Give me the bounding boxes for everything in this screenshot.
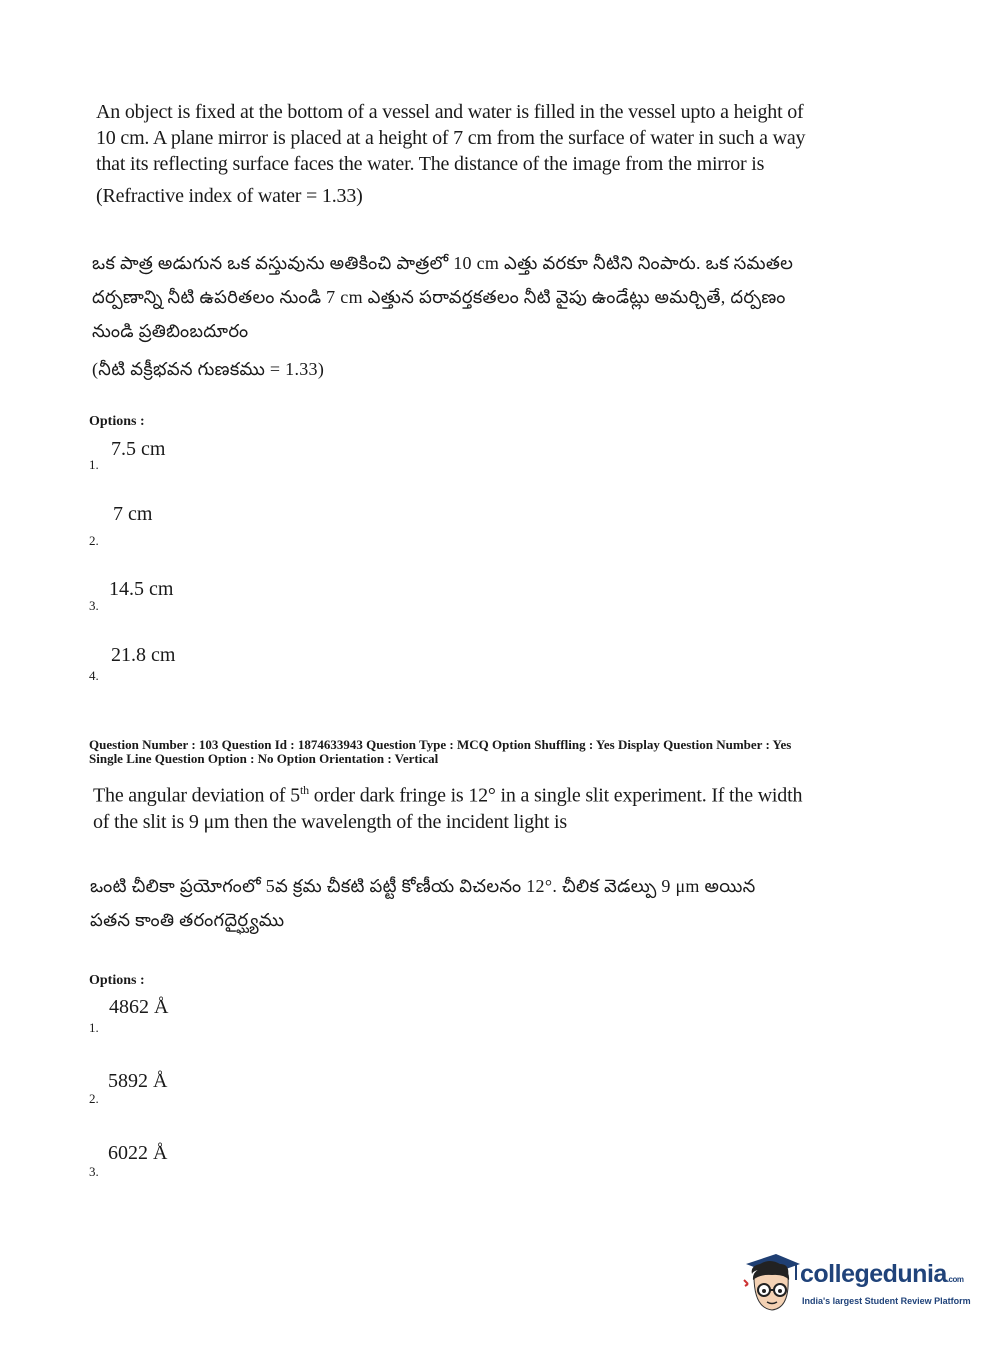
option-value[interactable]: 5892 Å <box>108 1070 168 1092</box>
question-line <box>93 777 913 809</box>
logo-suffix: .com <box>946 1275 964 1284</box>
option-number: 1. <box>89 457 99 472</box>
option-number: 3. <box>89 1164 99 1179</box>
option-value[interactable]: 14.5 cm <box>109 578 174 600</box>
question-line: (నీటి వక్రీభవన గుణకము = 1.33) <box>92 359 325 379</box>
question-line: An object is fixed at the bottom of a vessel and water is filled in the vessel upto a height of <box>96 101 804 123</box>
question-103-telugu <box>90 869 920 937</box>
option-value[interactable]: 6022 Å <box>108 1142 168 1164</box>
option-number: 1. <box>89 1020 99 1035</box>
option-number: 4. <box>89 668 99 683</box>
option-value[interactable]: 4862 Å <box>109 996 169 1018</box>
option-number: 2. <box>89 1091 99 1106</box>
options-label: Options : <box>89 973 145 988</box>
question-103-meta <box>89 738 791 766</box>
question-line: ఒంటి చీలికా ప్రయోగంలో 5వ క్రమ చీకటి పట్టీ కోణీయ విచలనం 12°. చీలిక వెడల్పు 9 μm అయిన <box>90 876 756 896</box>
question-102-english <box>96 99 916 209</box>
question-text: The angular deviation of 5 <box>93 784 300 807</box>
options-label: Options : <box>89 414 145 429</box>
meta-line: Single Line Question Option : No Option Orientation : Vertical <box>89 751 439 766</box>
question-102-telugu <box>92 246 922 386</box>
option-number: 2. <box>89 533 99 548</box>
collegedunia-logo <box>742 1250 972 1320</box>
question-line: 10 cm. A plane mirror is placed at a height of 7 cm from the surface of water in such a way <box>96 127 806 149</box>
meta-line: Question Number : 103 Question Id : 1874633943 Question Type : MCQ Option Shuffling : Yes Display Question Number : Yes <box>89 737 792 752</box>
option-value[interactable]: 21.8 cm <box>111 644 176 666</box>
question-line: ఒక పాత్ర అడుగున ఒక వస్తువును అతికించి పాత్రలో 10 cm ఎత్తు వరకూ నీటిని నింపారు. ఒక సమతల <box>92 253 794 273</box>
option-number: 3. <box>89 598 99 613</box>
logo-tagline: India's largest Student Review Platform <box>802 1296 971 1306</box>
question-line: that its reflecting surface faces the water. The distance of the image from the mirror is <box>96 153 765 175</box>
logo-name: collegedunia <box>800 1260 947 1288</box>
student-mascot-icon <box>742 1250 802 1316</box>
logo-wordmark <box>800 1260 963 1289</box>
option-value[interactable]: 7.5 cm <box>111 438 166 460</box>
question-text: order dark fringe is 12° in a single slit experiment. If the width <box>308 784 803 807</box>
question-line: దర్పణాన్ని నీటి ఉపరితలం నుండి 7 cm ఎత్తున పరావర్తకతలం నీటి వైపు ఉండేట్లు అమర్చితే, దర్పణం <box>92 287 786 307</box>
question-line: పతన కాంతి తరంగదైర్ఘ్యము <box>90 910 285 930</box>
question-line: నుండి ప్రతిబింబదూరం <box>92 321 249 341</box>
option-value[interactable]: 7 cm <box>113 503 153 525</box>
question-103-english <box>93 777 913 835</box>
question-line: of the slit is 9 μm then the wavelength of the incident light is <box>93 810 567 833</box>
superscript: th <box>299 783 309 797</box>
question-line: (Refractive index of water = 1.33) <box>96 185 363 207</box>
